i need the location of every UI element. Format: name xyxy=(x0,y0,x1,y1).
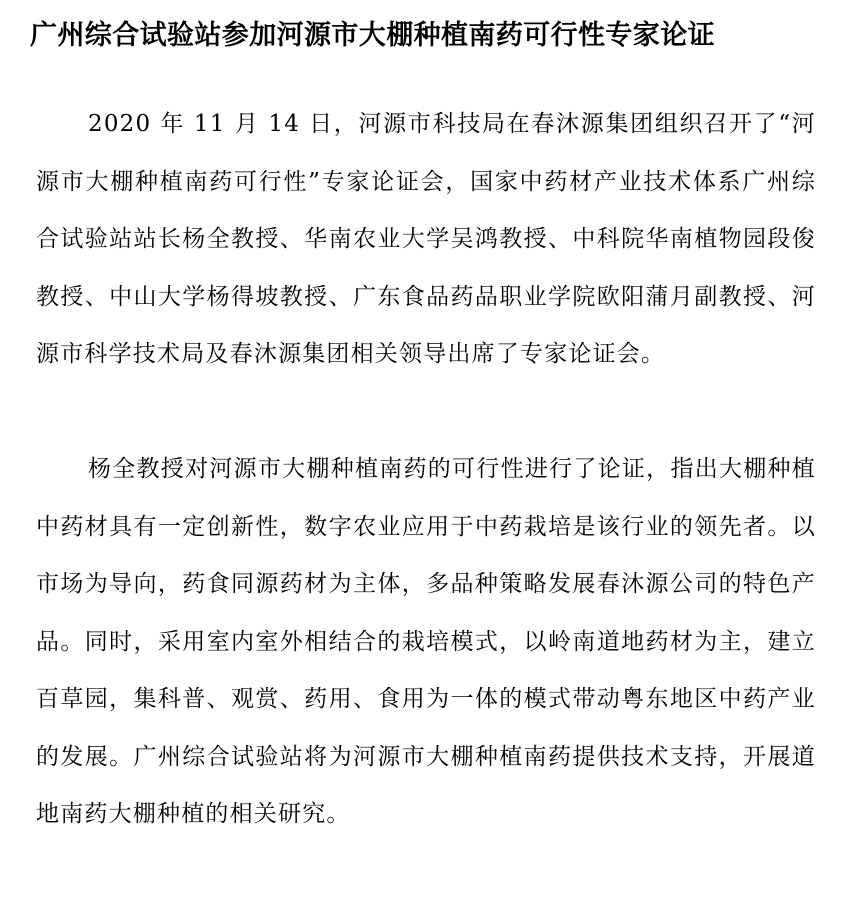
body-paragraph-1: 2020 年 11 月 14 日，河源市科技局在春沐源集团组织召开了“河源市大棚种植南药可行性”专家论证会，国家中药材产业技术体系广州综合试验站站长杨全教授、华南农业大学吴鸿教授、中科院华南植物园段俊教授、中山大学杨得坡教授、广东食品药品职业学院欧阳蒲月副教授、河源市科学技术局及春沐源集团相关领导出席了专家论证会。 xyxy=(36,111,816,367)
body-paragraph-2: 杨全教授对河源市大棚种植南药的可行性进行了论证，指出大棚种植中药材具有一定创新性，数字农业应用于中药栽培是该行业的领先者。以市场为导向，药食同源药材为主体，多品种策略发展春沐源公司的特色产品。同时，采用室内室外相结合的栽培模式，以岭南道地药材为主，建立百草园，集科普、观赏、药用、食用为一体的模式带动粤东地区中药产业的发展。广州综合试验站将为河源市大棚种植南药提供技术支持，开展道地南药大棚种植的相关研究。 xyxy=(36,456,816,827)
document-title: 广州综合试验站参加河源市大棚种植南药可行性专家论证 xyxy=(30,20,715,51)
